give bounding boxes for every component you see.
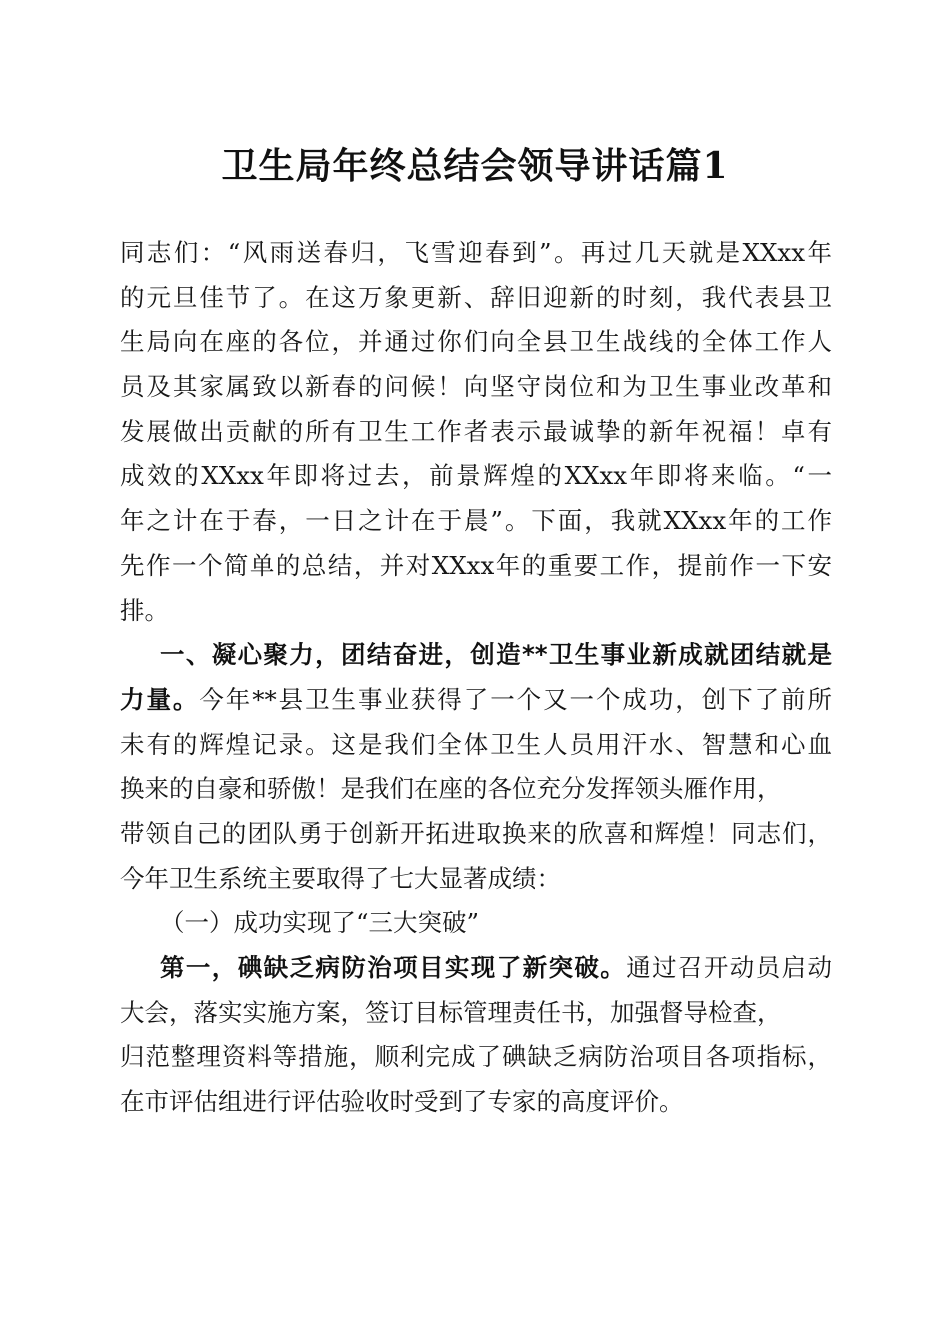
paragraph-line: 归范整理资料等措施，顺利完成了碘缺乏病防治项目各项指标，: [120, 1042, 832, 1072]
paragraph-line: 先作一个简单的总结，并对XXxx年的重要工作，提前作一下安: [120, 550, 832, 580]
section-heading-end: 力量。: [120, 684, 200, 714]
paragraph-line: 排。: [120, 595, 169, 625]
section-heading: 一、凝心聚力，团结奋进，创造**卫生事业新成就团结就是: [160, 640, 832, 670]
paragraph-line: 换来的自豪和骄傲！是我们在座的各位充分发挥领头雁作用，: [120, 774, 782, 804]
paragraph-line: 年之计在于春，一日之计在于晨”。下面，我就XXxx年的工作: [120, 506, 832, 536]
paragraph-line: 同志们：“风雨送春归，飞雪迎春到”。再过几天就是XXxx年: [120, 238, 832, 267]
paragraph-line: 成效的XXxx年即将过去，前景辉煌的XXxx年即将来临。“一: [120, 461, 832, 491]
paragraph-line: [120, 678, 832, 723]
paragraph-line: 发展做出贡献的所有卫生工作者表示最诚挚的新年祝福！卓有: [120, 416, 832, 446]
paragraph-line: 大会，落实实施方案，签订目标管理责任书，加强督导检查，: [120, 997, 782, 1027]
document-body: [120, 231, 832, 1125]
paragraph-line: 在市评估组进行评估验收时受到了专家的高度评价。: [120, 1087, 684, 1117]
paragraph-line: 生局向在座的各位，并通过你们向全县卫生战线的全体工作人: [120, 327, 832, 357]
subsection-heading: （一）成功实现了“三大突破”: [160, 908, 480, 938]
paragraph-line: 员及其家属致以新春的问候！向坚守岗位和为卫生事业改革和: [120, 372, 832, 402]
paragraph-line: 今年卫生系统主要取得了七大显著成绩：: [120, 863, 561, 893]
paragraph-text: 今年**县卫生事业获得了一个又一个成功，创下了前所: [199, 684, 832, 714]
paragraph-line: 的元旦佳节了。在这万象更新、辞旧迎新的时刻，我代表县卫: [120, 282, 832, 312]
paragraph-line: 未有的辉煌记录。这是我们全体卫生人员用汗水、智慧和心血: [120, 729, 832, 759]
paragraph-line: [120, 946, 832, 991]
paragraph-text: 通过召开动员启动: [626, 953, 833, 982]
item-lead: 第一，碘缺乏病防治项目实现了新突破。: [160, 953, 627, 982]
document-title: 卫生局年终总结会领导讲话篇1: [221, 145, 729, 187]
paragraph-line: 带领自己的团队勇于创新开拓进取换来的欣喜和辉煌！同志们，: [120, 818, 832, 848]
